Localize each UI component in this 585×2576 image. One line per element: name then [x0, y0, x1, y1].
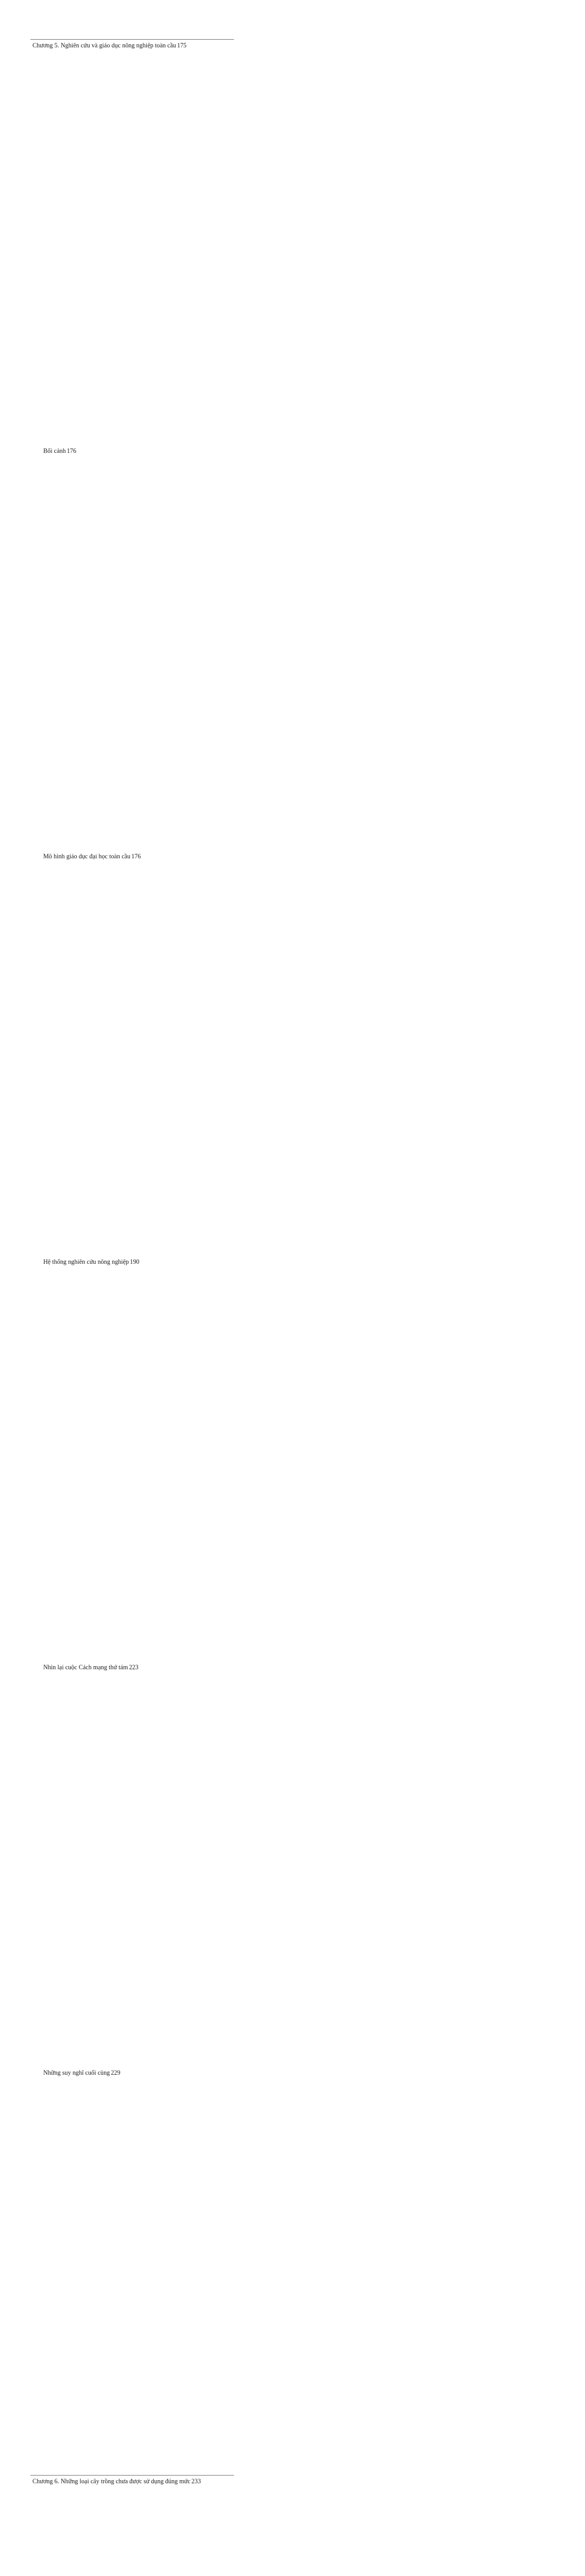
section-title: Bối cảnh: [43, 447, 66, 454]
page-number: 229: [111, 2069, 121, 2076]
chapter-group-6: [30, 2476, 234, 2576]
page-number: 175: [177, 42, 187, 49]
page-number: 233: [191, 2478, 201, 2485]
toc-chapter-entry[interactable]: [30, 2477, 234, 2576]
toc-section-entry[interactable]: [30, 1663, 234, 2068]
section-title: Nhìn lại cuộc Cách mạng thứ tám: [43, 1664, 128, 1671]
page-number: 190: [130, 1258, 140, 1265]
chapter-title: Chương 5. Nghiên cứu và giáo dục nông nghiệp toàn cầu: [32, 42, 176, 49]
toc-chapter-entry[interactable]: [30, 41, 234, 446]
toc-page: [0, 0, 263, 2485]
section-title: Mô hình giáo dục đại học toàn cầu: [43, 853, 130, 860]
toc-section-entry[interactable]: [30, 446, 234, 852]
page-number: 176: [131, 853, 141, 860]
chapter-group-5: [30, 40, 234, 2475]
toc-section-entry[interactable]: [30, 1257, 234, 1663]
section-title: Những suy nghĩ cuối cùng: [43, 2069, 110, 2076]
chapter-title: Chương 6. Những loại cây trồng chưa được sử dụng đúng mức: [32, 2478, 191, 2485]
page-number: 176: [66, 447, 76, 454]
toc-section-entry[interactable]: [30, 852, 234, 1257]
table-of-contents: [30, 39, 234, 2576]
toc-section-entry[interactable]: [30, 2068, 234, 2473]
page-number: 223: [129, 1664, 139, 1671]
section-title: Hệ thống nghiên cứu nông nghiệp: [43, 1258, 129, 1265]
